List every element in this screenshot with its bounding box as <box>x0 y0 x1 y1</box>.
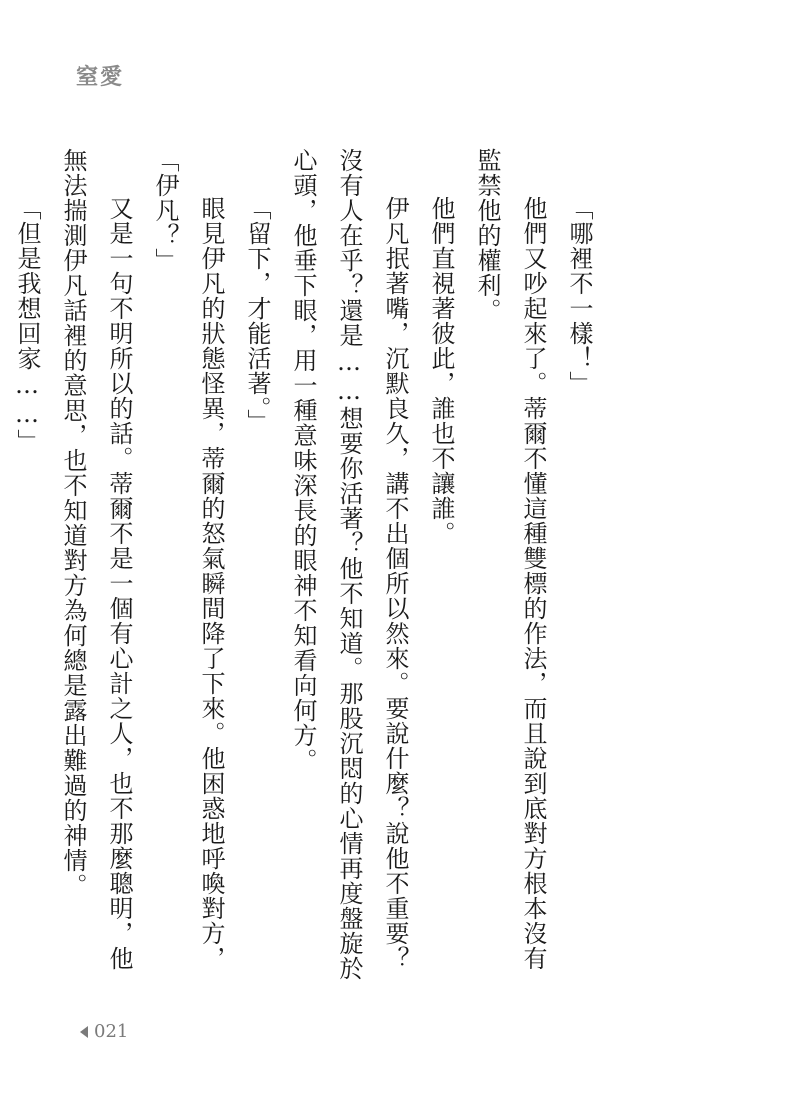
paragraph: 又是一句不明所以的話。蒂爾不是一個有心計之人，也不那麼聰明，他無法揣測伊凡話裡的意思，也不知道對方為何總是露出難過的神情。 <box>59 148 133 971</box>
left-triangle-icon <box>80 1026 88 1038</box>
page-footer <box>80 1021 128 1042</box>
paragraph: 他們直視著彼此，誰也不讓誰。 <box>427 196 455 546</box>
paragraph: 「留下，才能活著。」 <box>243 196 271 434</box>
body-text <box>4 148 602 988</box>
book-title: 窒愛 <box>76 64 125 90</box>
paragraph: 「哪裡不一樣！」 <box>565 196 593 396</box>
paragraph: 「但是我想回家……」 <box>13 196 41 454</box>
paragraph: 眼見伊凡的狀態怪異，蒂爾的怒氣瞬間降了下來。他困惑地呼喚對方，「伊凡？」 <box>151 148 225 971</box>
paragraph: 伊凡抿著嘴，沉默良久，講不出個所以然來。要說什麼？說他不重要？沒有人在乎？還是……想要你活著？他不知道。那股沉悶的心情再度盤旋於心頭，他垂下眼，用一種意味深長的眼神不知看向何方。 <box>289 148 409 981</box>
page-number: 021 <box>94 1021 129 1042</box>
paragraph: 他們又吵起來了。蒂爾不懂這種雙標的作法，而且說到底對方根本沒有監禁他的權利。 <box>473 148 547 971</box>
